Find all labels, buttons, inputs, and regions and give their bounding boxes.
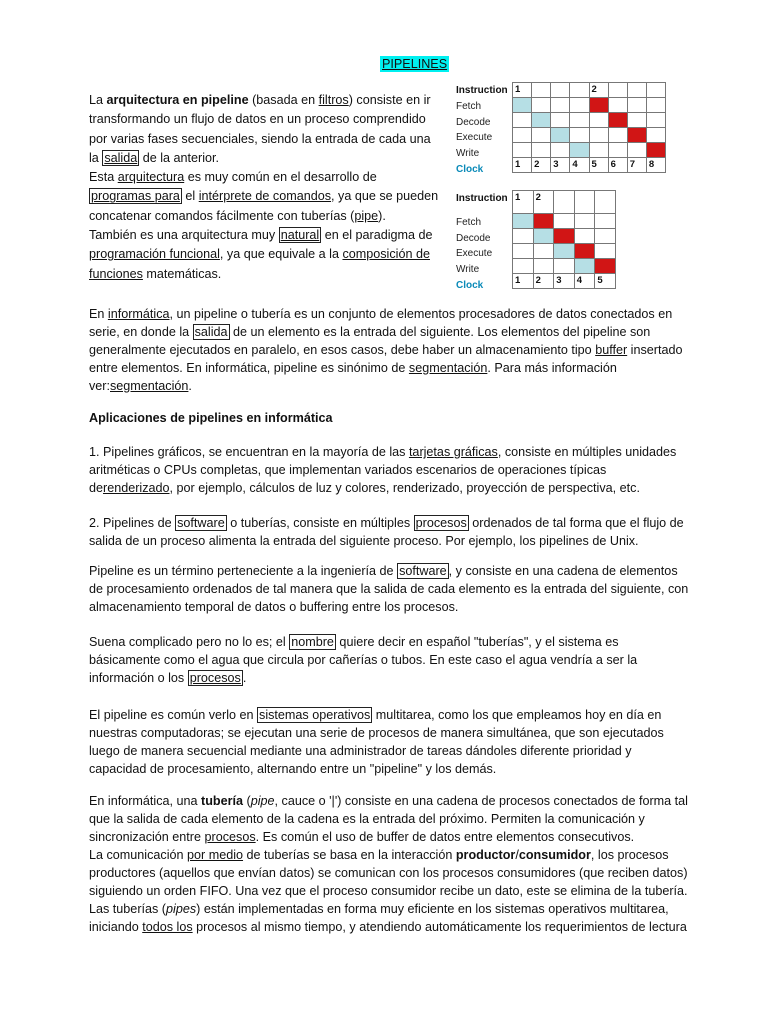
- text: el: [181, 189, 199, 204]
- clock-cell: 5: [589, 158, 608, 173]
- stage-cell: [589, 143, 608, 158]
- link-arquitectura[interactable]: arquitectura: [117, 170, 185, 185]
- clock-cell: 5: [595, 274, 616, 289]
- row-label-instruction: Instruction: [456, 85, 508, 96]
- clock-cell: 7: [627, 158, 646, 173]
- stage-cell-active: [513, 98, 532, 113]
- text: (basada en: [248, 93, 319, 107]
- stage-cell-active: [574, 244, 595, 259]
- paragraph-tuberia: [89, 792, 689, 936]
- text: Pipeline es un término perteneciente a la ingeniería de: [89, 564, 398, 578]
- text: En: [89, 307, 108, 321]
- instruction-cell: [554, 191, 575, 214]
- text: ) están implementadas en forma muy eficiente en los sistemas operativos multitarea, iniciando: [89, 902, 669, 934]
- stage-cell-active: [551, 128, 570, 143]
- link-buffer[interactable]: buffer: [595, 343, 628, 357]
- stage-cell: [533, 259, 554, 274]
- text: Suena complicado pero no lo es; el: [89, 635, 290, 649]
- text: , un pipeline o tubería es un conjunto de elementos procesadores de datos conectados en serie, en donde la: [89, 307, 673, 339]
- bold-term: consumidor: [518, 848, 591, 862]
- instruction-cell: [570, 83, 589, 98]
- stage-cell: [513, 259, 534, 274]
- link-informatica[interactable]: informática: [107, 307, 170, 321]
- text: , ya que equivale a la: [219, 247, 343, 262]
- stage-cell: [532, 128, 551, 143]
- stage-cell: [627, 113, 646, 128]
- link-salida[interactable]: salida: [194, 325, 228, 339]
- stage-cell-active: [532, 113, 551, 128]
- row-label-decode: Decode: [456, 233, 491, 244]
- stage-cell: [551, 113, 570, 128]
- italic-term: pipe: [250, 794, 275, 808]
- instruction-cell: [595, 191, 616, 214]
- text: ).: [378, 208, 386, 223]
- stage-cell-active: [533, 214, 554, 229]
- stage-cell: [513, 143, 532, 158]
- italic-term: pipes: [166, 902, 197, 916]
- stage-cell: [533, 244, 554, 259]
- stage-cell: [513, 229, 534, 244]
- row-label-decode: Decode: [456, 117, 491, 128]
- row-label-clock: Clock: [456, 164, 484, 175]
- link-procesos[interactable]: procesos: [415, 516, 467, 530]
- text: La: [89, 93, 107, 107]
- stage-cell: [627, 143, 646, 158]
- text: en el paradigma de: [321, 228, 433, 243]
- link-programas[interactable]: programas para: [91, 189, 180, 204]
- text: ordenados de tal forma que el flujo de salida de un proceso alimenta la entrada del siguiente proceso. Por ejemplo, los pipelines de Unix.: [89, 516, 684, 548]
- text: (: [243, 794, 251, 808]
- intro-paragraph: [89, 91, 439, 284]
- instruction-cell: [574, 191, 595, 214]
- stage-cell: [595, 214, 616, 229]
- text: 2. Pipelines de: [89, 516, 176, 530]
- clock-cell: 6: [608, 158, 627, 173]
- stage-cell: [551, 98, 570, 113]
- stage-cell: [554, 259, 575, 274]
- clock-cell: 1: [513, 274, 534, 289]
- row-label-instruction: Instruction: [456, 193, 508, 204]
- stage-cell: [595, 244, 616, 259]
- link-natural[interactable]: natural: [280, 228, 320, 243]
- text: Esta: [89, 170, 118, 185]
- link-procesos[interactable]: procesos: [189, 671, 241, 685]
- paragraph-operating-systems: [89, 706, 689, 778]
- text: , ya que se pueden concatenar comandos fácilmente con tuberías (: [89, 189, 439, 223]
- stage-cell-active: [533, 229, 554, 244]
- row-label-clock: Clock: [456, 280, 484, 291]
- stage-cell: [595, 229, 616, 244]
- link-filtros[interactable]: filtros: [318, 93, 349, 107]
- stage-cell-active: [554, 229, 575, 244]
- link-nombre[interactable]: nombre: [291, 635, 334, 649]
- stage-cell-active: [646, 143, 665, 158]
- bold-term: productor: [455, 848, 516, 862]
- text: , por ejemplo, cálculos de luz y colores, renderizado, proyección de perspectiva, etc.: [169, 481, 640, 495]
- instruction-cell: 1: [513, 191, 534, 214]
- stage-cell: [574, 214, 595, 229]
- link-programacion-funcional[interactable]: programación funcional: [89, 247, 220, 262]
- paragraph-software-pipelines: [89, 514, 689, 550]
- text: , consiste en múltiples unidades aritméticas o CPUs completas, que implementan variados escenarios de operaciones típicas de: [89, 445, 677, 495]
- stage-cell: [608, 98, 627, 113]
- stage-cell: [570, 98, 589, 113]
- text: quiere decir en español "tuberías", y el sistema es básicamente como el agua que circula por cañerías o tubos. En este caso el agua vendría a ser la información o los: [89, 635, 638, 685]
- stage-cell-active: [513, 214, 534, 229]
- link-segmentacion-more[interactable]: segmentación: [110, 379, 189, 393]
- clock-cell: 8: [646, 158, 665, 173]
- link-composicion[interactable]: composición de funciones: [89, 247, 430, 281]
- link-salida[interactable]: salida: [104, 150, 138, 165]
- clock-cell: 4: [570, 158, 589, 173]
- stage-cell-active: [608, 113, 627, 128]
- stage-cell-active: [570, 143, 589, 158]
- stage-cell: [570, 128, 589, 143]
- clock-cell: 2: [532, 158, 551, 173]
- text: . Es común el uso de buffer de datos entre elementos consecutivos.: [255, 830, 635, 844]
- text: , los procesos productores (aquellos que envían datos) se comunican con los procesos consumidores (que reciben datos) siguiendo un orden FIFO. Una vez que el proceso consumidor recibe un dato, este se elimina de la tubería.: [89, 848, 688, 898]
- instruction-cell: [627, 83, 646, 98]
- stage-cell: [589, 113, 608, 128]
- stage-cell-active: [627, 128, 646, 143]
- instruction-cell: [551, 83, 570, 98]
- instruction-cell: 2: [533, 191, 554, 214]
- link-software[interactable]: software: [399, 564, 447, 578]
- row-label-fetch: Fetch: [456, 101, 482, 112]
- stage-cell: [551, 143, 570, 158]
- text: de la anterior.: [139, 150, 220, 165]
- stage-cell: [646, 128, 665, 143]
- link-por-medio[interactable]: por medio: [187, 848, 244, 862]
- stage-cell: [513, 244, 534, 259]
- link-procesos[interactable]: procesos: [204, 830, 256, 844]
- instruction-cell: [646, 83, 665, 98]
- link-todos-los[interactable]: todos los: [142, 920, 193, 934]
- stage-cell: [608, 128, 627, 143]
- text: También es una arquitectura muy: [89, 228, 279, 243]
- instruction-cell: [608, 83, 627, 98]
- text: de un elemento es la entrada del siguiente. Los elementos del pipeline son generalmente ejecutados en paralelo, en esos casos, debe haber un almacenamiento tipo: [89, 325, 651, 357]
- stage-cell: [532, 98, 551, 113]
- bold-term: tubería: [201, 794, 244, 808]
- stage-cell: [646, 98, 665, 113]
- text: , cauce o '|') consiste en una cadena de procesos conectados de forma tal que la salida de cada elemento de la cadena es la entrada del próximo. Permiten la comunicación y sincronización entre: [89, 794, 688, 844]
- stage-cell-active: [574, 259, 595, 274]
- link-interprete[interactable]: intérprete de comandos: [198, 189, 332, 204]
- link-sistemas-operativos[interactable]: sistemas operativos: [259, 708, 371, 722]
- text: Las tuberías (: [89, 902, 167, 916]
- text: , y consiste en una cadena de elementos de procesamiento ordenados de tal manera que la salida de cada elemento es la entrada del siguiente, con almacenamiento temporal de datos o buffering entre los procesos.: [89, 564, 689, 614]
- row-label-execute: Execute: [456, 248, 493, 259]
- link-tarjetas-graficas[interactable]: tarjetas gráficas: [408, 445, 498, 459]
- instruction-cell: [532, 83, 551, 98]
- text: .: [188, 379, 192, 393]
- stage-cell: [646, 113, 665, 128]
- bold-term: arquitectura en pipeline: [106, 93, 249, 107]
- text: procesos al mismo tiempo, y atendiendo automáticamente los requerimientos de lectura: [192, 920, 687, 934]
- paragraph-software-engineering: [89, 562, 689, 616]
- stage-cell: [513, 113, 532, 128]
- row-label-fetch: Fetch: [456, 217, 482, 228]
- text: es muy común en el desarrollo de: [184, 170, 377, 185]
- pipeline-diagram-sequential: [456, 82, 666, 178]
- clock-cell: 3: [551, 158, 570, 173]
- clock-cell: 3: [554, 274, 575, 289]
- heading-text: Aplicaciones de pipelines en informática: [89, 411, 333, 425]
- stage-cell-active: [554, 244, 575, 259]
- clock-cell: 2: [533, 274, 554, 289]
- stage-cell-active: [589, 98, 608, 113]
- text: En informática, una: [89, 794, 202, 808]
- paragraph-definition: [89, 305, 689, 395]
- text: matemáticas.: [142, 266, 222, 281]
- text: de tuberías se basa en la interacción: [243, 848, 456, 862]
- link-renderizado[interactable]: renderizado: [103, 481, 170, 495]
- stage-cell: [513, 128, 532, 143]
- row-label-execute: Execute: [456, 132, 493, 143]
- pipeline-grid-2: [512, 190, 616, 289]
- instruction-cell: 2: [589, 83, 608, 98]
- clock-cell: 1: [513, 158, 532, 173]
- pipeline-diagram-pipelined: [456, 190, 616, 294]
- text: .: [242, 671, 247, 685]
- link-pipe[interactable]: pipe: [354, 208, 379, 223]
- paragraph-analogy: [89, 633, 689, 687]
- stage-cell: [627, 98, 646, 113]
- text: ) consiste en ir transformando un flujo de datos en un proceso comprendido por varias fases secuenciales, siendo la entrada de cada una la: [89, 93, 431, 165]
- link-software[interactable]: software: [177, 516, 225, 530]
- pipeline-grid-1: [512, 82, 666, 173]
- page-title: PIPELINES: [382, 57, 448, 71]
- stage-cell: [574, 229, 595, 244]
- paragraph-graphic-pipelines: [89, 443, 689, 497]
- stage-cell-active: [595, 259, 616, 274]
- stage-cell: [608, 143, 627, 158]
- text: 1. Pipelines gráficos, se encuentran en la mayoría de las: [89, 445, 409, 459]
- text: insertado entre elementos. En informática, pipeline es sinónimo de: [89, 343, 683, 375]
- stage-cell: [589, 128, 608, 143]
- text: o tuberías, consiste en múltiples: [226, 516, 414, 530]
- stage-cell: [532, 143, 551, 158]
- stage-cell: [554, 214, 575, 229]
- text: /: [515, 848, 519, 862]
- link-segmentacion[interactable]: segmentación: [408, 361, 488, 375]
- stage-cell: [570, 113, 589, 128]
- text: multitarea, como los que empleamos hoy en día en nuestras computadoras; se ejecutan una serie de procesos de manera simultánea, que son ejecutados luego de manera secuencial mediante una administrador de tareas dándoles diferente prioridad y capacidad de procesamiento, alternando entre un "pipeline" y los demás.: [89, 708, 664, 776]
- text: La comunicación: [89, 848, 188, 862]
- text: . Para más información ver:: [89, 361, 617, 393]
- clock-cell: 4: [574, 274, 595, 289]
- row-label-write: Write: [456, 148, 480, 159]
- section-heading: [89, 409, 689, 427]
- text: El pipeline es común verlo en: [89, 708, 258, 722]
- row-label-write: Write: [456, 264, 480, 275]
- instruction-cell: 1: [513, 83, 532, 98]
